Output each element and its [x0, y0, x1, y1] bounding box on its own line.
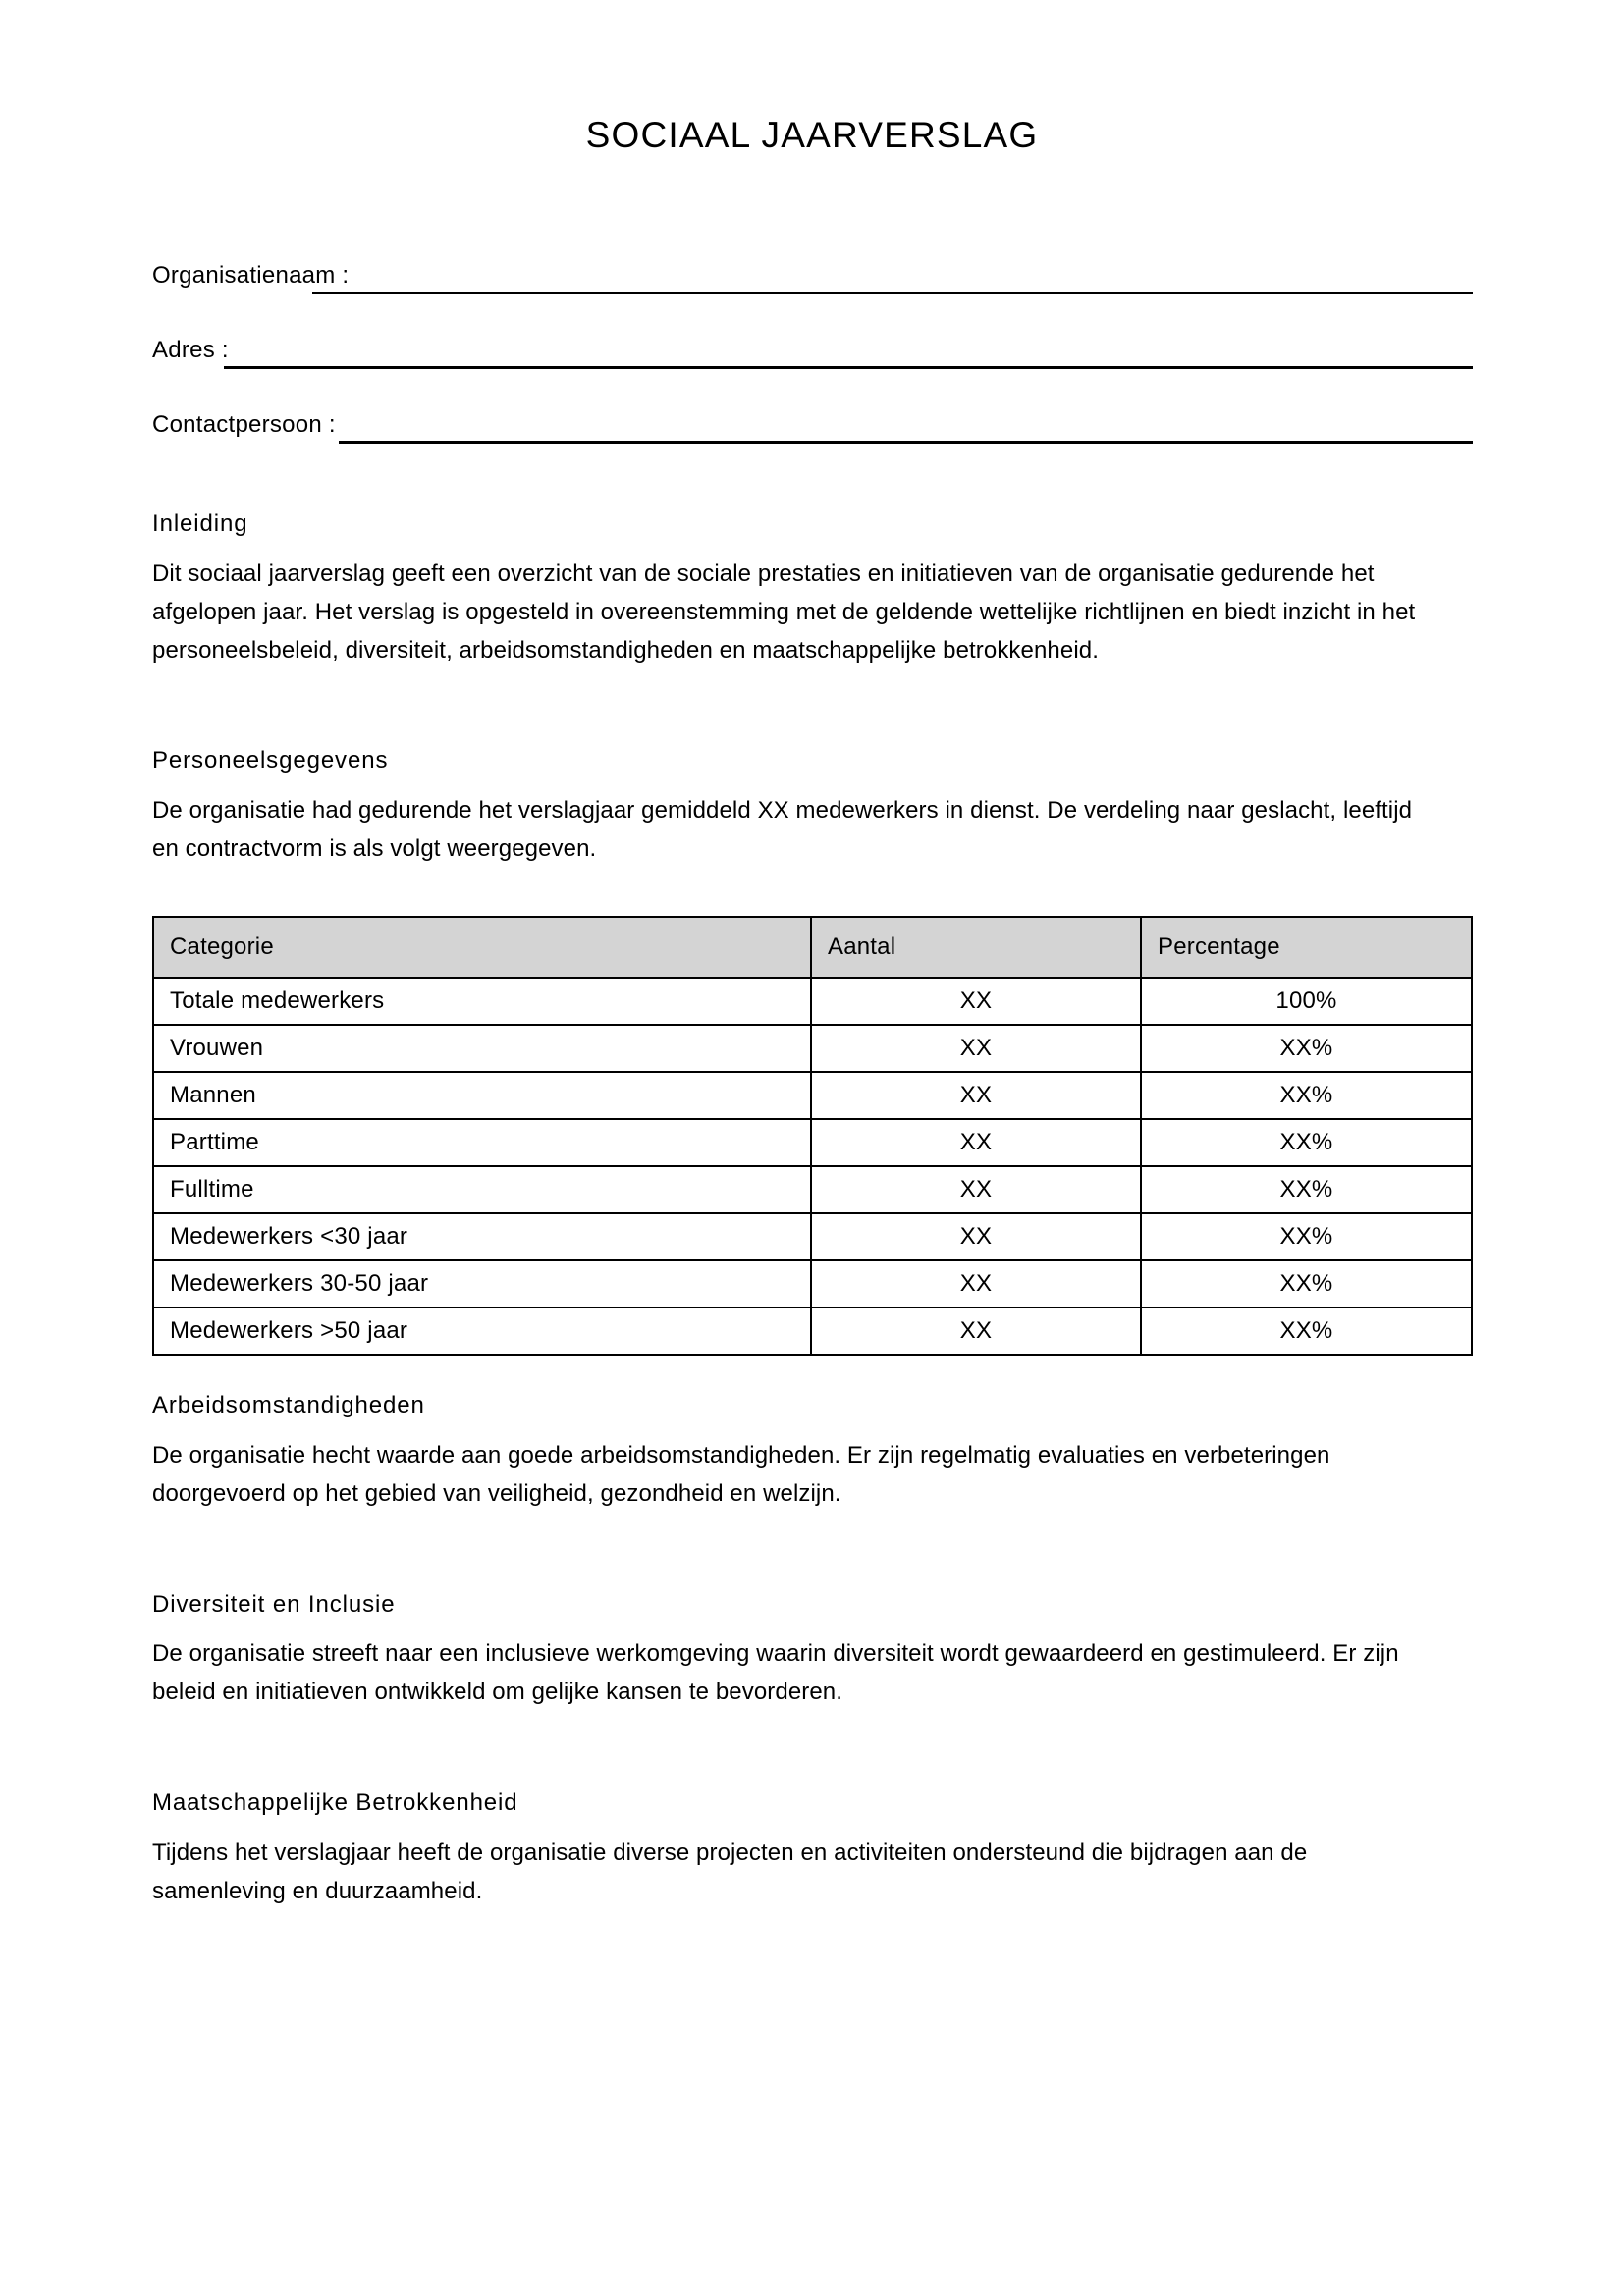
table-row	[153, 1166, 1472, 1213]
section-body-inleiding: Dit sociaal jaarverslag geeft een overzicht van de sociale prestaties en initiatieven van de organisatie gedurende het afgelopen jaar. Het verslag is opgesteld in overeenstemming met de geldende wettelijke richtlijnen en biedt inzicht in het personeelsbeleid, diversiteit, arbeidsomstandigheden en maatschappelijke betrokkenheid.	[152, 560, 1416, 664]
section-heading-maatschappelijke-betrokkenheid: Maatschappelijke Betrokkenheid	[152, 1789, 518, 1817]
field-row-contactpersoon	[152, 400, 1473, 474]
table-row	[153, 1260, 1472, 1308]
cell-categorie: Fulltime	[153, 1166, 811, 1213]
table-header-percentage: Percentage	[1141, 917, 1472, 978]
cell-categorie: Medewerkers <30 jaar	[153, 1213, 811, 1260]
section-body-arbeidsomstandigheden: De organisatie hecht waarde aan goede arbeidsomstandigheden. Er zijn regelmatig evaluaties en verbeteringen doorgevoerd op het gebied van veiligheid, gezondheid en welzijn.	[152, 1441, 1330, 1507]
section-body-maatschappelijke-betrokkenheid: Tijdens het verslagjaar heeft de organisatie diverse projecten en activiteiten ondersteund die bijdragen aan de samenleving en duurzaamheid.	[152, 1839, 1308, 1904]
field-input-contactpersoon[interactable]	[339, 441, 1473, 444]
cell-categorie: Totale medewerkers	[153, 978, 811, 1025]
cell-aantal: XX	[811, 1260, 1141, 1308]
section-body-diversiteit-en-inclusie: De organisatie streeft naar een inclusieve werkomgeving waarin diversiteit wordt gewaardeerd en gestimuleerd. Er zijn beleid en initiatieven ontwikkeld om gelijke kansen te bevorderen.	[152, 1640, 1399, 1706]
cell-categorie: Medewerkers 30-50 jaar	[153, 1260, 811, 1308]
cell-percentage: XX%	[1141, 1072, 1472, 1119]
cell-aantal: XX	[811, 1119, 1141, 1166]
field-input-organisatienaam[interactable]	[312, 292, 1473, 294]
personnel-table-head	[153, 917, 1472, 978]
cell-aantal: XX	[811, 978, 1141, 1025]
section-inleiding	[152, 507, 1473, 669]
personnel-table	[152, 916, 1473, 1356]
table-row	[153, 1025, 1472, 1072]
table-row	[153, 1308, 1472, 1355]
cell-categorie: Vrouwen	[153, 1025, 811, 1072]
cell-categorie: Mannen	[153, 1072, 811, 1119]
field-label-organisatienaam: Organisatienaam :	[152, 262, 350, 289]
section-heading-diversiteit-en-inclusie: Diversiteit en Inclusie	[152, 1590, 396, 1618]
section-heading-personeelsgegevens: Personeelsgegevens	[152, 747, 389, 774]
cell-percentage: 100%	[1141, 978, 1472, 1025]
field-label-contactpersoon: Contactpersoon :	[152, 411, 336, 438]
section-arbeidsomstandigheden	[152, 1389, 1473, 1514]
section-personeelsgegevens	[152, 744, 1473, 869]
spacer	[152, 474, 1473, 507]
cell-percentage: XX%	[1141, 1213, 1472, 1260]
spacer	[152, 1514, 1473, 1588]
spacer	[152, 869, 1473, 916]
table-header-row	[153, 917, 1472, 978]
table-header-categorie: Categorie	[153, 917, 811, 978]
field-row-adres	[152, 325, 1473, 400]
table-row	[153, 1072, 1472, 1119]
cell-percentage: XX%	[1141, 1166, 1472, 1213]
field-label-adres: Adres :	[152, 337, 229, 363]
table-header-aantal: Aantal	[811, 917, 1141, 978]
cell-aantal: XX	[811, 1072, 1141, 1119]
personnel-table-body	[153, 978, 1472, 1355]
field-input-adres[interactable]	[224, 366, 1473, 369]
cell-aantal: XX	[811, 1213, 1141, 1260]
table-row	[153, 1213, 1472, 1260]
cell-aantal: XX	[811, 1166, 1141, 1213]
cell-percentage: XX%	[1141, 1025, 1472, 1072]
cell-percentage: XX%	[1141, 1260, 1472, 1308]
spacer	[152, 669, 1473, 744]
section-diversiteit-en-inclusie	[152, 1588, 1473, 1713]
section-body-personeelsgegevens: De organisatie had gedurende het verslagjaar gemiddeld XX medewerkers in dienst. De verdeling naar geslacht, leeftijd en contractvorm is als volgt weergegeven.	[152, 797, 1413, 863]
spacer	[152, 1356, 1473, 1389]
cell-categorie: Parttime	[153, 1119, 811, 1166]
section-heading-arbeidsomstandigheden: Arbeidsomstandigheden	[152, 1391, 425, 1418]
spacer	[152, 1712, 1473, 1787]
document-content	[152, 250, 1473, 1911]
cell-percentage: XX%	[1141, 1308, 1472, 1355]
cell-percentage: XX%	[1141, 1119, 1472, 1166]
cell-aantal: XX	[811, 1308, 1141, 1355]
section-heading-inleiding: Inleiding	[152, 510, 248, 537]
table-row	[153, 1119, 1472, 1166]
section-maatschappelijke-betrokkenheid	[152, 1787, 1473, 1911]
cell-categorie: Medewerkers >50 jaar	[153, 1308, 811, 1355]
table-row	[153, 978, 1472, 1025]
field-row-organisatienaam	[152, 250, 1473, 325]
page-title: SOCIAAL JAARVERSLAG	[585, 115, 1039, 155]
cell-aantal: XX	[811, 1025, 1141, 1072]
